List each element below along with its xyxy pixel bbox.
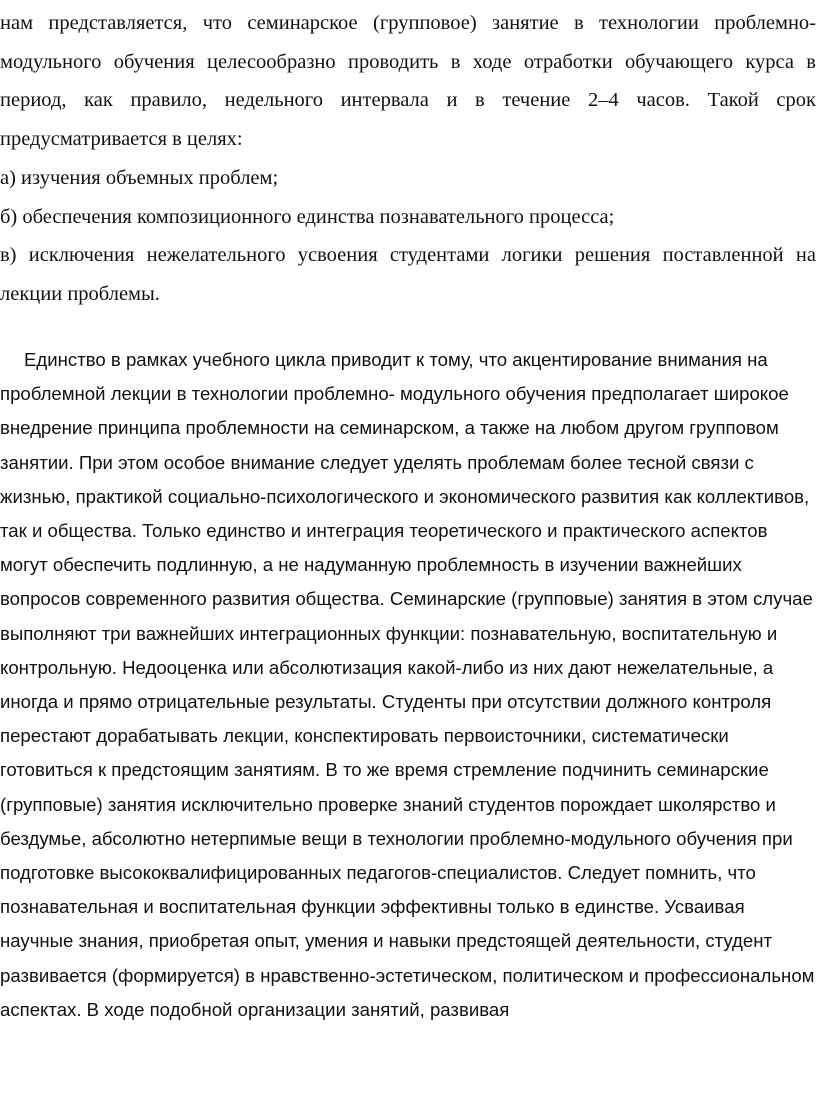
list-item-b: б) обеспечения композиционного единства познавательного процесса;: [0, 205, 615, 228]
list-item-a: а) изучения объемных проблем;: [0, 166, 279, 189]
list-item-c: в) исключения нежелательного усвоения студентами логики решения поставленной на лекции проблемы.: [0, 244, 816, 305]
intro-paragraph: нам представляется, что семинарское (групповое) занятие в технологии проблемно-модульного обучения целесообразно проводить в ходе отработки обучающего курса в период, как правило, недельного интервала и в течение 2–4 часов. Такой срок предусматривается в целях:: [0, 12, 816, 151]
main-section: [0, 343, 816, 1027]
body-paragraph: Единство в рамках учебного цикла приводит к тому, что акцентирование внимания на проблемной лекции в технологии проблемно- модульного обучения предполагает широкое внедрение принципа проблемности на семинарском, а также на любом другом групповом занятии. При этом особое внимание следует уделять проблемам более тесной связи с жизнью, практикой социально-психологического и экономического развития как коллективов, так и общества. Только единство и интеграция теоретического и практического аспектов могут обеспечить подлинную, а не надуманную проблемность в изучении важнейших вопросов современного развития общества. Семинарские (групповые) занятия в этом случае выполняют три важнейших интеграционных функции: познавательную, воспитательную и контрольную. Недооценка или абсолютизация какой-либо из них дают нежелательные, а иногда и прямо отрицательные результаты. Студенты при отсутствии должного контроля перестают дорабатывать лекции, конспектировать первоисточники, систематически готовиться к предстоящим занятиям. В то же время стремление подчинить семинарские (групповые) занятия исключительно проверке знаний студентов порождает школярство и бездумье, абсолютно нетерпимые вещи в технологии проблемно-модульного обучения при подготовке высококвалифицированных педагогов-специалистов. Следует помнить, что познавательная и воспитательная функции эффективны только в единстве. Усваивая научные знания, приобретая опыт, умения и навыки предстоящей деятельности, студент развивается (формируется) в нравственно-эстетическом, политическом и профессиональном аспектах. В ходе подобной организации занятий, развивая: [0, 349, 815, 1020]
intro-section: [0, 4, 816, 314]
